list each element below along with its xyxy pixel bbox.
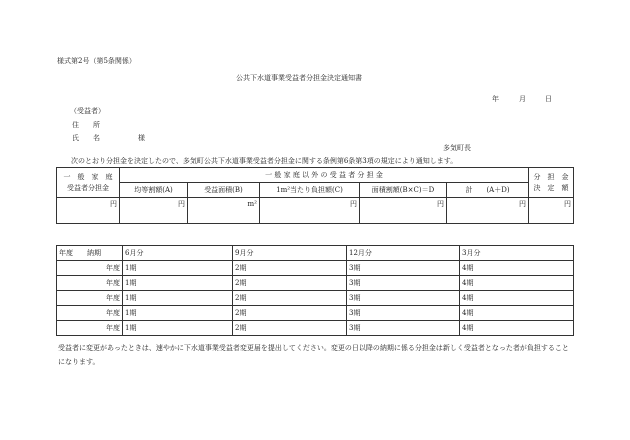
name-label: 氏 名 (72, 134, 100, 142)
benefit-area-header: 受益面積(B) (188, 183, 260, 198)
per-sqm-cell: 円 (260, 198, 360, 224)
issuer: 多気町長 (443, 144, 471, 152)
schedule-row (57, 261, 574, 276)
area-share-cell: 円 (360, 198, 447, 224)
schedule-row (57, 321, 574, 336)
month-header-march: 3月分 (460, 246, 574, 261)
period-1-cell: 1期 (123, 261, 233, 276)
period-2-cell: 2期 (233, 276, 347, 291)
schedule-row (57, 306, 574, 321)
schedule-row (57, 276, 574, 291)
household-charge-header: 一 般 家 庭 受益者分担金 (57, 168, 120, 198)
period-1-cell: 1期 (123, 291, 233, 306)
period-4-cell: 4期 (460, 261, 574, 276)
period-2-cell: 2期 (233, 321, 347, 336)
area-share-header: 面積割額(B×C)＝D (360, 183, 447, 198)
honorific: 様 (138, 134, 145, 142)
fiscal-year-cell: 年度 (57, 261, 123, 276)
recipient-heading: （受益者） (70, 107, 105, 115)
fiscal-year-cell: 年度 (57, 321, 123, 336)
year-period-header: 年度 納期 (57, 246, 123, 261)
period-3-cell: 3期 (347, 261, 460, 276)
total-header: 計 (A＋D) (447, 183, 529, 198)
period-1-cell: 1期 (123, 306, 233, 321)
month-header-september: 9月分 (233, 246, 347, 261)
payment-schedule-table (56, 245, 574, 336)
equal-share-header: 均等割額(A) (120, 183, 188, 198)
period-2-cell: 2期 (233, 261, 347, 276)
decided-amount-header: 分 担 金 決 定 額 (529, 168, 574, 198)
date-day: 日 (545, 95, 552, 103)
period-3-cell: 3期 (347, 306, 460, 321)
period-3-cell: 3期 (347, 276, 460, 291)
month-header-december: 12月分 (347, 246, 460, 261)
benefit-area-cell: m² (188, 198, 260, 224)
period-1-cell: 1期 (123, 276, 233, 291)
non-household-header: 一 般 家 庭 以 外 の 受 益 者 分 担 金 (120, 168, 529, 183)
form-id: 様式第2号（第5条関係） (57, 57, 136, 65)
period-4-cell: 4期 (460, 276, 574, 291)
period-1-cell: 1期 (123, 321, 233, 336)
period-2-cell: 2期 (233, 291, 347, 306)
address-label: 住 所 (72, 121, 100, 129)
total-cell: 円 (447, 198, 529, 224)
period-3-cell: 3期 (347, 291, 460, 306)
schedule-header-row (57, 246, 574, 261)
period-2-cell: 2期 (233, 306, 347, 321)
fiscal-year-cell: 年度 (57, 306, 123, 321)
document-title: 公共下水道事業受益者分担金決定通知書 (236, 74, 362, 82)
body-text: 次のとおり分担金を決定したので、多気町公共下水道事業受益者分担金に関する条例第6条第3項の規定により通知します。 (71, 157, 458, 165)
period-4-cell: 4期 (460, 321, 574, 336)
fiscal-year-cell: 年度 (57, 291, 123, 306)
period-3-cell: 3期 (347, 321, 460, 336)
date-month: 月 (519, 95, 526, 103)
period-4-cell: 4期 (460, 291, 574, 306)
period-4-cell: 4期 (460, 306, 574, 321)
schedule-row (57, 291, 574, 306)
household-amount-cell: 円 (57, 198, 120, 224)
per-sqm-header: 1m²当たり負担額(C) (260, 183, 360, 198)
change-notice: 受益者に変更があったときは、速やかに下水道事業受益者変更届を提出してください。変更の日以降の納期に係る分担金は新しく受益者となった者が負担することになります。 (58, 344, 569, 366)
fiscal-year-cell: 年度 (57, 276, 123, 291)
equal-share-cell: 円 (120, 198, 188, 224)
date-year: 年 (492, 95, 499, 103)
decided-amount-cell: 円 (529, 198, 574, 224)
assessment-table (56, 167, 574, 224)
month-header-june: 6月分 (123, 246, 233, 261)
